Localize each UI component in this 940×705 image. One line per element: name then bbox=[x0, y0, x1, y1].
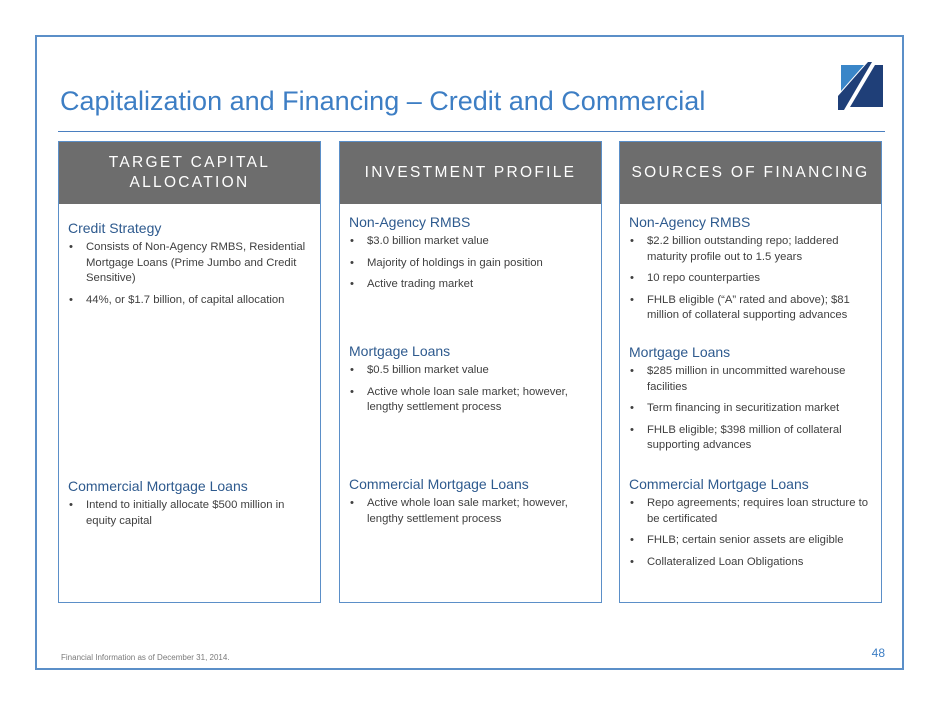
bullet-item: • Active trading market bbox=[349, 277, 593, 293]
page-number: 48 bbox=[871, 646, 885, 660]
title-divider bbox=[58, 131, 885, 132]
column-sources-of-financing bbox=[619, 141, 882, 603]
section-mortgage-loans bbox=[629, 344, 873, 460]
section-title: Commercial Mortgage Loans bbox=[68, 478, 248, 494]
bullet-item: • Consists of Non-Agency RMBS, Residential Mortgage Loans (Prime Jumbo and Credit Sensitive) bbox=[68, 240, 312, 287]
column-target-capital-allocation bbox=[58, 141, 321, 603]
section-commercial-mortgage-loans bbox=[349, 476, 593, 533]
section-credit-strategy bbox=[68, 220, 312, 314]
bullet-item: • $0.5 billion market value bbox=[349, 363, 593, 379]
section-non-agency-rmbs bbox=[629, 214, 873, 330]
section-title: Credit Strategy bbox=[68, 220, 162, 236]
bullet-item: • Active whole loan sale market; however, lengthy settlement process bbox=[349, 496, 593, 527]
section-commercial-mortgage-loans bbox=[629, 476, 873, 576]
section-non-agency-rmbs bbox=[349, 214, 593, 299]
bullet-item: • 10 repo counterparties bbox=[629, 271, 873, 287]
section-title: Mortgage Loans bbox=[349, 343, 451, 359]
bullet-item: • FHLB; certain senior assets are eligible bbox=[629, 533, 873, 549]
bullet-item: • 44%, or $1.7 billion, of capital allocation bbox=[68, 293, 312, 309]
bullet-item: • $3.0 billion market value bbox=[349, 234, 593, 250]
column-heading: SOURCES OF FINANCING bbox=[620, 142, 881, 204]
bullet-item: • FHLB eligible; $398 million of collateral supporting advances bbox=[629, 423, 873, 454]
bullet-item: • FHLB eligible (“A” rated and above); $81 million of collateral supporting advances bbox=[629, 293, 873, 324]
bullet-item: • $2.2 billion outstanding repo; laddered maturity profile out to 1.5 years bbox=[629, 234, 873, 265]
bullet-item: • Intend to initially allocate $500 million in equity capital bbox=[68, 498, 312, 529]
section-title: Non-Agency RMBS bbox=[349, 214, 471, 230]
column-heading: INVESTMENT PROFILE bbox=[340, 142, 601, 204]
bullet-item: • Active whole loan sale market; however, lengthy settlement process bbox=[349, 385, 593, 416]
bullet-item: • $285 million in uncommitted warehouse facilities bbox=[629, 364, 873, 395]
company-logo-icon bbox=[838, 62, 886, 110]
footnote: Financial Information as of December 31, 2014. bbox=[61, 653, 230, 662]
section-title: Commercial Mortgage Loans bbox=[349, 476, 529, 492]
section-commercial-mortgage-loans bbox=[68, 478, 312, 535]
bullet-item: • Collateralized Loan Obligations bbox=[629, 555, 873, 571]
column-heading: TARGET CAPITAL ALLOCATION bbox=[59, 142, 320, 204]
section-title: Commercial Mortgage Loans bbox=[629, 476, 809, 492]
bullet-item: • Majority of holdings in gain position bbox=[349, 256, 593, 272]
section-title: Non-Agency RMBS bbox=[629, 214, 751, 230]
page-title: Capitalization and Financing – Credit and Commercial bbox=[60, 86, 706, 116]
bullet-item: • Term financing in securitization market bbox=[629, 401, 873, 417]
column-investment-profile bbox=[339, 141, 602, 603]
section-title: Mortgage Loans bbox=[629, 344, 731, 360]
section-mortgage-loans bbox=[349, 343, 593, 422]
bullet-item: • Repo agreements; requires loan structure to be certificated bbox=[629, 496, 873, 527]
